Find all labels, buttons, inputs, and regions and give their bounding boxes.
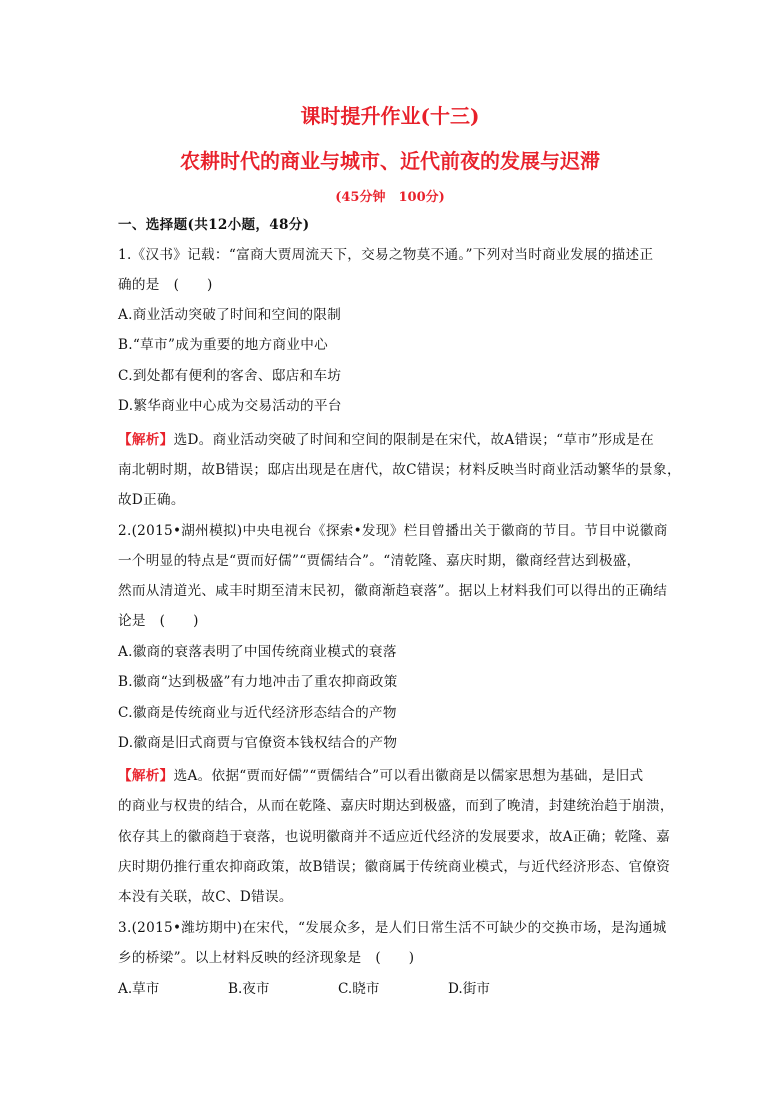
- q2-analysis-line1: [118, 767, 678, 785]
- q1-option-c: C.到处都有便利的客舍、邸店和车坊: [118, 368, 342, 384]
- q1-option-b: B.“草市”成为重要的地方商业中心: [118, 337, 329, 353]
- q1-analysis-line3: 故D正确。: [118, 492, 185, 508]
- q2-analysis-line5: 本没有关联，故C、D错误。: [118, 889, 293, 905]
- q2-analysis-line2: 的商业与权贵的结合，从而在乾隆、嘉庆时期达到极盛，而到了晚清，封建统治趋于崩溃，: [118, 798, 674, 814]
- q1-stem-line2: 确的是 ( ): [118, 277, 213, 293]
- q1-stem-line1: 1.《汉书》记载：“富商大贾周流天下，交易之物莫不通。”下列对当时商业发展的描述正: [118, 247, 654, 263]
- page-subtitle: 农耕时代的商业与城市、近代前夜的发展与迟滞: [180, 149, 600, 173]
- q2-stem-line4: 论是 ( ): [118, 613, 199, 629]
- q3-stem-line1: 3.(2015•潍坊期中)在宋代，“发展众多，是人们日常生活不可缺少的交换市场，是沟通城: [118, 920, 667, 936]
- q2-stem-line1: 2.(2015•湖州模拟)中央电视台《探索•发现》栏目曾播出关于徽商的节目。节目中说徽商: [118, 523, 668, 539]
- section-heading: 一、选择题(共12小题，48分): [118, 217, 310, 233]
- q3-option-d: D.街市: [448, 981, 490, 997]
- q2-option-a: A.徽商的衰落表明了中国传统商业模式的衰落: [118, 644, 397, 660]
- q3-option-a: A.草市: [118, 981, 160, 997]
- analysis-tag: 【解析】: [118, 768, 174, 784]
- time-score-meta: (45分钟 100分): [335, 190, 445, 205]
- page-title: 课时提升作业(十三): [300, 104, 480, 128]
- q2-analysis-line3: 依存其上的徽商趋于衰落，也说明徽商并不适应近代经济的发展要求，故A正确；乾隆、嘉: [118, 829, 670, 845]
- q1-analysis-text: 选D。商业活动突破了时间和空间的限制是在宋代，故A错误；“草市”形成是在: [173, 432, 654, 448]
- q2-stem-line2: 一个明显的特点是“贾而好儒”“贾儒结合”。“清乾隆、嘉庆时期，徽商经营达到极盛，: [118, 553, 641, 569]
- q3-option-c: C.晓市: [338, 981, 380, 997]
- q1-analysis-line2: 南北朝时期，故B错误；邸店出现是在唐代，故C错误；材料反映当时商业活动繁华的景象，: [118, 462, 681, 478]
- q2-option-b: B.徽商“达到极盛”有力地冲击了重农抑商政策: [118, 674, 398, 690]
- q2-analysis-line4: 庆时期仍推行重农抑商政策，故B错误；徽商属于传统商业模式，与近代经济形态、官僚资: [118, 859, 671, 875]
- q1-option-a: A.商业活动突破了时间和空间的限制: [118, 307, 342, 323]
- q1-option-d: D.繁华商业中心成为交易活动的平台: [118, 398, 342, 414]
- q2-stem-line3: 然而从清道光、咸丰时期至清末民初，徽商渐趋衰落”。据以上材料我们可以得出的正确结: [118, 583, 668, 599]
- q1-analysis-line1: [118, 431, 678, 449]
- analysis-tag: 【解析】: [118, 432, 174, 448]
- q3-stem-line2: 乡的桥梁”。以上材料反映的经济现象是 ( ): [118, 950, 415, 966]
- q2-option-c: C.徽商是传统商业与近代经济形态结合的产物: [118, 705, 397, 721]
- q2-option-d: D.徽商是旧式商贾与官僚资本钱权结合的产物: [118, 735, 398, 751]
- q3-option-b: B.夜市: [228, 981, 270, 997]
- q2-analysis-text: 选A。依据“贾而好儒”“贾儒结合”可以看出徽商是以儒家思想为基础，是旧式: [173, 768, 644, 784]
